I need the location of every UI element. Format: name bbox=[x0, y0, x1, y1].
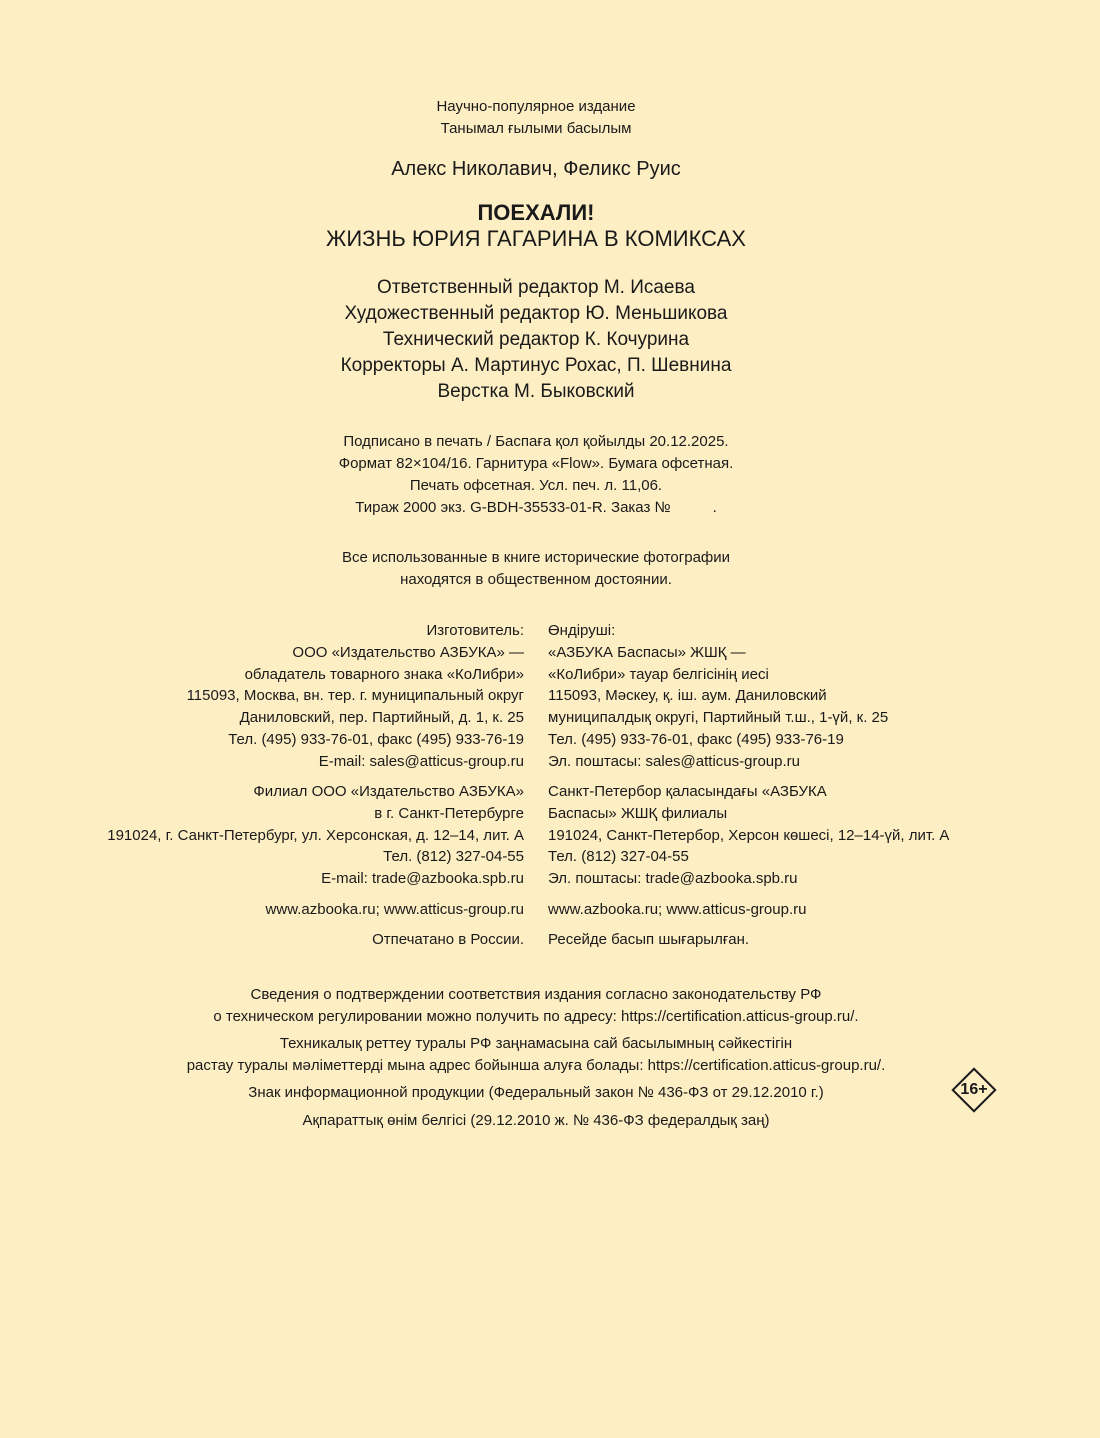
book-title-block bbox=[0, 200, 1072, 252]
manufacturer-kz-line: Өндіруші: bbox=[548, 622, 616, 639]
edition-type bbox=[0, 96, 1072, 140]
manufacturer-kz-line: 115093, Мәскеу, қ. іш. аум. Даниловский bbox=[548, 687, 827, 705]
branch-kz-line: Баспасы» ЖШҚ филиалы bbox=[548, 804, 728, 822]
certification-ru bbox=[0, 984, 1072, 1028]
certification-line: растау туралы мәліметтерді мына адрес бойынша алуға болады: https://certification.atticus-group.ru/. bbox=[186, 1057, 886, 1074]
print-order-line bbox=[0, 497, 1072, 519]
manufacturer-kz bbox=[548, 620, 888, 773]
credit-line: Верстка М. Быковский bbox=[437, 381, 635, 402]
manufacturer-kz-line: «КоЛибри» тауар белгісінің иесі bbox=[548, 665, 769, 683]
credit-line: Художественный редактор Ю. Меньшикова bbox=[344, 303, 728, 324]
edition-ru: Научно-популярное издание bbox=[436, 98, 636, 115]
branch-ru-line: Филиал ООО «Издательство АЗБУКА» bbox=[253, 783, 524, 800]
branch-ru-email[interactable]: E-mail: trade@azbooka.spb.ru bbox=[321, 870, 524, 888]
print-info-line: Подписано в печать / Баспаға қол қойылды 20.12.2025. bbox=[343, 433, 729, 450]
branch-ru-line: в г. Санкт-Петербурге bbox=[374, 804, 524, 822]
print-order-end: . bbox=[712, 499, 717, 516]
print-info-line: Формат 82×104/16. Гарнитура «Flow». Бумага офсетная. bbox=[338, 455, 734, 472]
branch-kz-line: Тел. (812) 327-04-55 bbox=[548, 848, 689, 866]
book-title: ПОЕХАЛИ! bbox=[477, 200, 595, 225]
branch-kz-line: 191024, Санкт-Петербор, Херсон көшесі, 12–14-үй, лит. А bbox=[548, 826, 950, 844]
manufacturer-ru bbox=[187, 620, 524, 773]
info-product-kz: Ақпараттық өнім белгісі (29.12.2010 ж. № 436-ФЗ федералдық заң) bbox=[302, 1112, 770, 1129]
manufacturer-ru-line: ООО «Издательство АЗБУКА» — bbox=[292, 643, 524, 661]
websites-ru[interactable]: www.azbooka.ru; www.atticus-group.ru bbox=[265, 901, 524, 918]
edition-kz: Танымал ғылыми басылым bbox=[440, 120, 632, 137]
branch-kz-email[interactable]: Эл. поштасы: trade@azbooka.spb.ru bbox=[548, 870, 798, 888]
manufacturer-ru-email[interactable]: E-mail: sales@atticus-group.ru bbox=[318, 752, 524, 770]
certification-line: Сведения о подтверждении соответствия издания согласно законодательству РФ bbox=[250, 986, 822, 1003]
info-product-ru: Знак информационной продукции (Федеральный закон № 436-ФЗ от 29.12.2010 г.) bbox=[248, 1084, 824, 1101]
branch-ru-line: Тел. (812) 327-04-55 bbox=[383, 848, 524, 866]
book-subtitle: ЖИЗНЬ ЮРИЯ ГАГАРИНА В КОМИКСАХ bbox=[326, 226, 746, 251]
authors: Алекс Николавич, Феликс Руис bbox=[391, 158, 681, 180]
manufacturer-ru-line: Изготовитель: bbox=[426, 622, 524, 639]
branch-kz-line: Санкт-Петербор қаласындағы «АЗБУКА bbox=[548, 783, 827, 800]
print-order-text: Тираж 2000 экз. G-BDH-35533-01-R. Заказ № bbox=[355, 499, 671, 516]
printed-ru: Отпечатано в России. bbox=[372, 931, 524, 948]
certification-kz bbox=[0, 1033, 1072, 1077]
manufacturer-kz-email[interactable]: Эл. поштасы: sales@atticus-group.ru bbox=[548, 752, 800, 770]
manufacturer-ru-line: обладатель товарного знака «КоЛибри» bbox=[244, 665, 524, 683]
manufacturer-kz-line: муниципалдық округі, Партийный т.ш., 1-үй, к. 25 bbox=[548, 709, 889, 727]
photos-note-line: Все использованные в книге исторические фотографии bbox=[341, 549, 731, 566]
branch-ru-line: 191024, г. Санкт-Петербург, ул. Херсонская, д. 12–14, лит. А bbox=[107, 826, 524, 844]
print-info bbox=[0, 431, 1072, 519]
credit-line: Ответственный редактор М. Исаева bbox=[377, 277, 695, 298]
printed-kz: Ресейде басып шығарылған. bbox=[548, 931, 750, 948]
manufacturer-ru-line: 115093, Москва, вн. тер. г. муниципальный округ bbox=[186, 687, 524, 705]
credit-line: Технический редактор К. Кочурина bbox=[382, 329, 690, 350]
credits bbox=[0, 275, 1072, 405]
age-rating-badge: 16+ bbox=[960, 1081, 988, 1098]
photos-note-line: находятся в общественном достоянии. bbox=[400, 571, 672, 588]
branch-ru bbox=[107, 781, 524, 890]
branch-kz bbox=[548, 781, 949, 890]
manufacturer-ru-line: Даниловский, пер. Партийный, д. 1, к. 25 bbox=[239, 709, 524, 727]
manufacturer-kz-line: «АЗБУКА Баспасы» ЖШҚ — bbox=[548, 643, 746, 661]
websites-kz[interactable]: www.azbooka.ru; www.atticus-group.ru bbox=[548, 901, 807, 918]
print-info-line: Печать офсетная. Усл. печ. л. 11,06. bbox=[409, 477, 663, 494]
certification-line: Техникалық реттеу туралы РФ заңнамасына сай басылымның сәйкестігін bbox=[279, 1035, 793, 1052]
photos-note bbox=[0, 547, 1072, 591]
certification-line: о техническом регулировании можно получить по адресу: https://certification.atticus-group.ru/. bbox=[213, 1008, 859, 1025]
manufacturer-ru-line: Тел. (495) 933-76-01, факс (495) 933-76-19 bbox=[228, 730, 524, 748]
manufacturer-kz-line: Тел. (495) 933-76-01, факс (495) 933-76-19 bbox=[548, 730, 844, 748]
credit-line: Корректоры А. Мартинус Рохас, П. Шевнина bbox=[340, 355, 732, 376]
